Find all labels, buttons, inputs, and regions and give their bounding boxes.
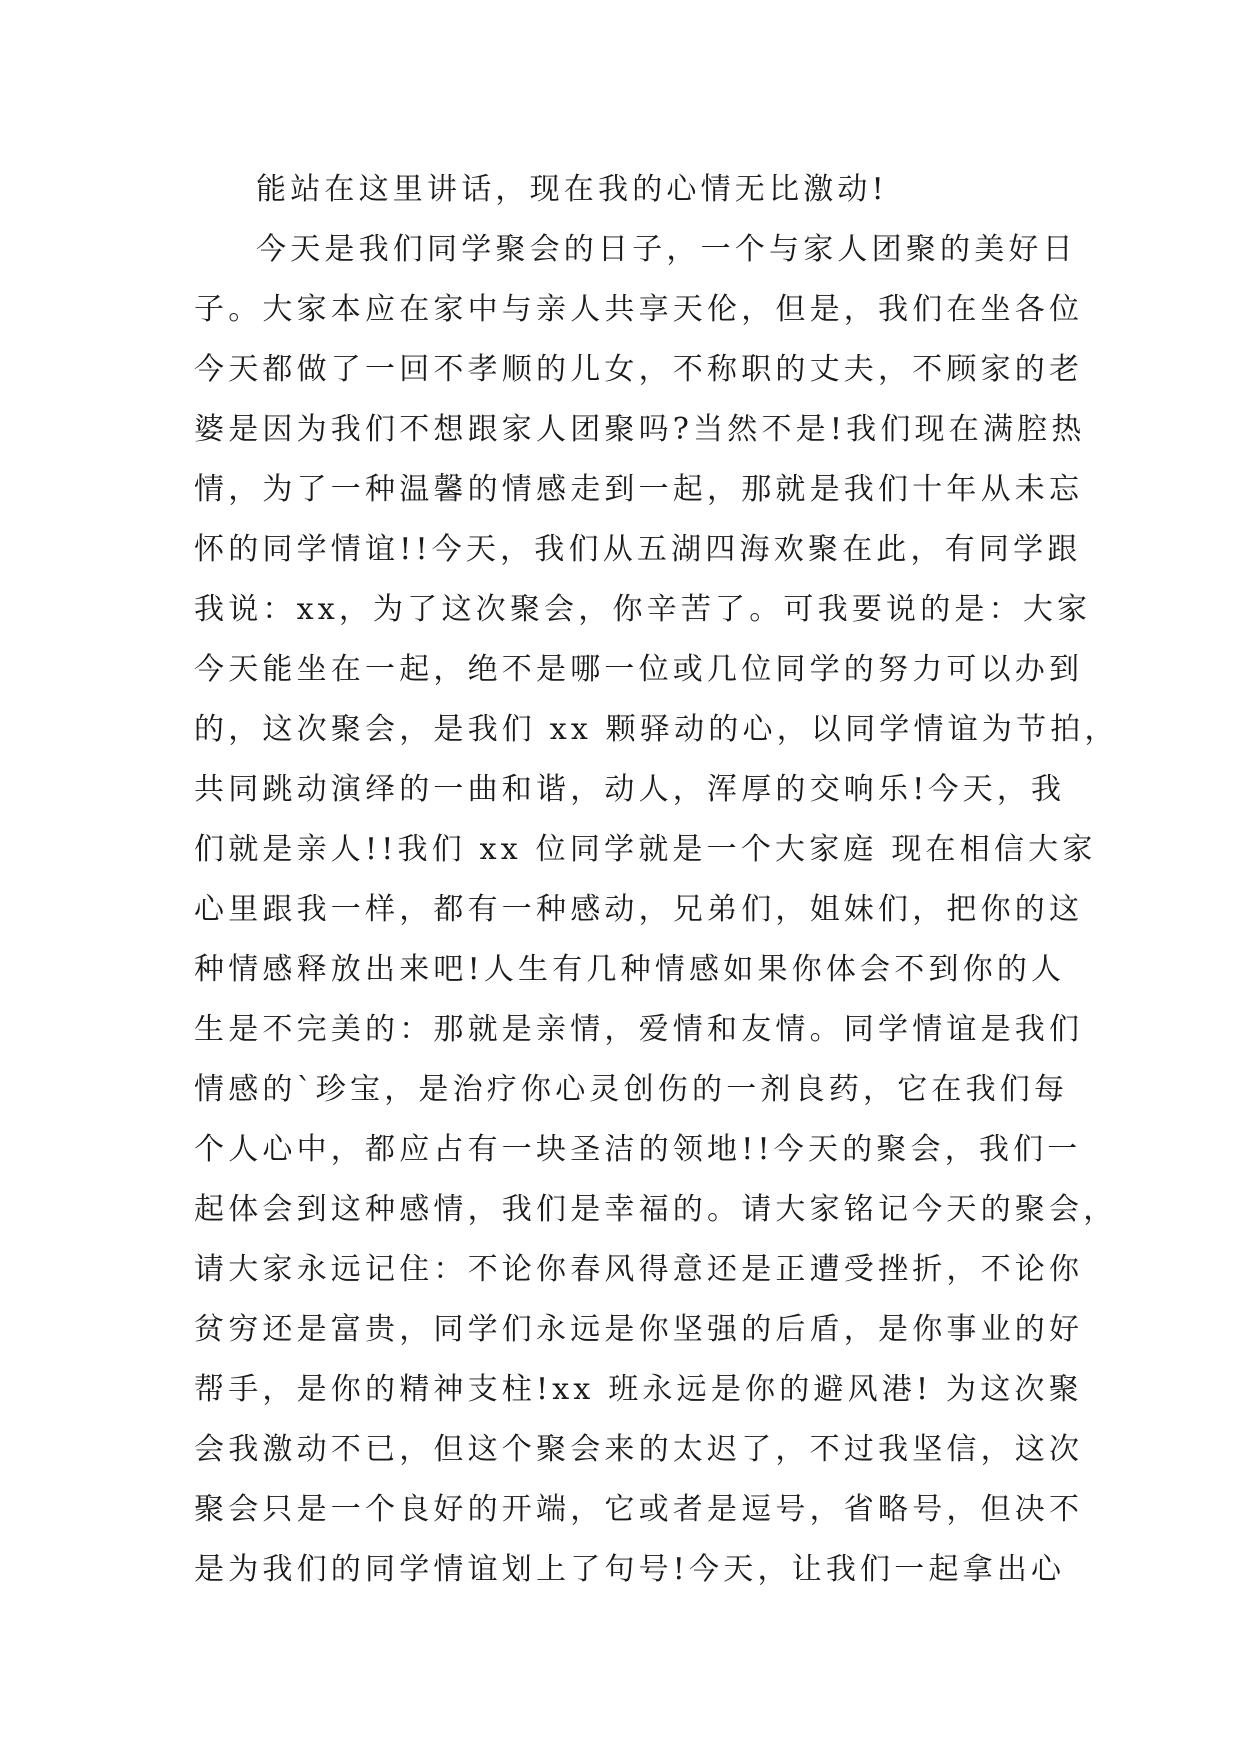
paragraph-line: 的，这次聚会，是我们 xx 颗驿动的心，以同学情谊为节拍， — [194, 712, 1119, 747]
paragraph-line: 今天能坐在一起，绝不是哪一位或几位同学的努力可以办到 — [194, 652, 1084, 687]
paragraph-line: 子。大家本应在家中与亲人共享天伦，但是，我们在坐各位 — [194, 292, 1084, 327]
paragraph-line: 能站在这里讲话，现在我的心情无比激动! — [256, 172, 888, 207]
paragraph-line: 们就是亲人!!我们 xx 位同学就是一个大家庭 现在相信大家 — [194, 832, 1097, 867]
paragraph-line: 生是不完美的：那就是亲情，爱情和友情。同学情谊是我们 — [194, 1012, 1084, 1047]
paragraph-line: 情感的`珍宝，是治疗你心灵创伤的一剂良药，它在我们每 — [194, 1072, 1069, 1107]
paragraph-line: 贫穷还是富贵，同学们永远是你坚强的后盾，是你事业的好 — [194, 1312, 1084, 1347]
paragraph-line: 情，为了一种温馨的情感走到一起，那就是我们十年从未忘 — [194, 472, 1084, 507]
paragraph-line: 聚会只是一个良好的开端，它或者是逗号，省略号，但决不 — [194, 1492, 1084, 1527]
speech-text — [194, 160, 1119, 1600]
paragraph-line: 我说：xx，为了这次聚会，你辛苦了。可我要说的是：大家 — [194, 592, 1092, 627]
paragraph-line: 今天是我们同学聚会的日子，一个与家人团聚的美好日 — [256, 232, 1077, 267]
paragraph-line: 帮手，是你的精神支柱!xx 班永远是你的避风港! 为这次聚 — [194, 1372, 1083, 1407]
paragraph-line: 婆是因为我们不想跟家人团聚吗?当然不是!我们现在满腔热 — [194, 412, 1086, 447]
paragraph-line: 共同跳动演绎的一曲和谐，动人，浑厚的交响乐!今天，我 — [194, 772, 1066, 807]
paragraph-line: 种情感释放出来吧!人生有几种情感如果你体会不到你的人 — [194, 952, 1066, 987]
paragraph-line: 是为我们的同学情谊划上了句号!今天，让我们一起拿出心 — [194, 1552, 1066, 1587]
paragraph-line: 会我激动不已，但这个聚会来的太迟了，不过我坚信，这次 — [194, 1432, 1084, 1467]
paragraph-line: 个人心中，都应占有一块圣洁的领地!!今天的聚会，我们一 — [194, 1132, 1082, 1167]
paragraph-line: 怀的同学情谊!!今天，我们从五湖四海欢聚在此，有同学跟 — [194, 532, 1082, 567]
paragraph-line: 起体会到这种感情，我们是幸福的。请大家铭记今天的聚会， — [194, 1192, 1118, 1227]
paragraph-line: 请大家永远记住：不论你春风得意还是正遭受挫折，不论你 — [194, 1252, 1084, 1287]
paragraph-line: 今天都做了一回不孝顺的儿女，不称职的丈夫，不顾家的老 — [194, 352, 1084, 387]
paragraph-line: 心里跟我一样，都有一种感动，兄弟们，姐妹们，把你的这 — [194, 892, 1084, 927]
